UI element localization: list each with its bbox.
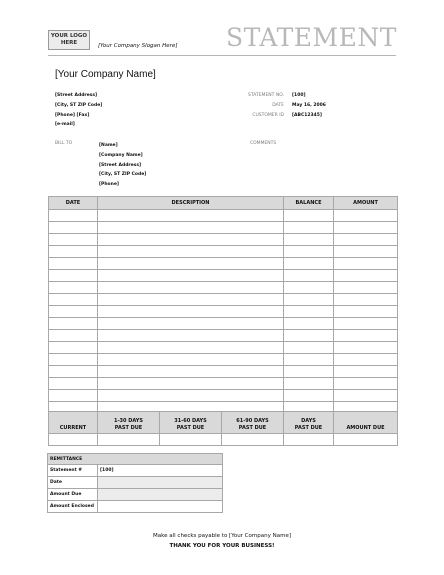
aging-61-90-value[interactable]: [222, 434, 284, 446]
description-cell[interactable]: [98, 354, 284, 366]
balance-cell[interactable]: [284, 378, 334, 390]
col-header-amount: AMOUNT: [334, 197, 398, 210]
amount-cell[interactable]: [334, 246, 398, 258]
table-row: [49, 294, 398, 306]
description-cell[interactable]: [98, 366, 284, 378]
date-cell[interactable]: [49, 258, 98, 270]
company-logo-placeholder: [48, 30, 90, 50]
balance-cell[interactable]: [284, 318, 334, 330]
statement-table-body: [49, 210, 398, 414]
remittance-amount-enclosed-value[interactable]: [98, 501, 223, 513]
description-cell[interactable]: [98, 318, 284, 330]
amount-cell[interactable]: [334, 354, 398, 366]
balance-cell[interactable]: [284, 270, 334, 282]
col-header-description: DESCRIPTION: [98, 197, 284, 210]
amount-cell[interactable]: [334, 210, 398, 222]
amount-cell[interactable]: [334, 282, 398, 294]
statement-no-value[interactable]: [100]: [292, 93, 306, 98]
balance-cell[interactable]: [284, 366, 334, 378]
table-row: [49, 282, 398, 294]
thank-you-note: THANK YOU FOR YOUR BUSINESS!: [169, 543, 275, 549]
aging-31-60-value[interactable]: [160, 434, 222, 446]
col-header-date: DATE: [49, 197, 98, 210]
comments-label: COMMENTS: [250, 141, 277, 146]
balance-cell[interactable]: [284, 342, 334, 354]
date-cell[interactable]: [49, 342, 98, 354]
statement-table: [48, 196, 398, 414]
company-address-block: [55, 91, 102, 130]
date-cell[interactable]: [49, 330, 98, 342]
date-cell[interactable]: [49, 318, 98, 330]
aging-amount-due-label: AMOUNT DUE: [334, 412, 398, 434]
table-row: [49, 330, 398, 342]
description-cell[interactable]: [98, 282, 284, 294]
amount-cell[interactable]: [334, 378, 398, 390]
company-name[interactable]: [Your Company Name]: [55, 69, 156, 80]
company-phone-fax[interactable]: [Phone] [Fax]: [55, 112, 90, 118]
date-cell[interactable]: [49, 366, 98, 378]
description-cell[interactable]: [98, 378, 284, 390]
table-row: [49, 390, 398, 402]
amount-cell[interactable]: [334, 306, 398, 318]
date-cell[interactable]: [49, 390, 98, 402]
remittance-date-value[interactable]: [98, 477, 223, 489]
table-row: [49, 210, 398, 222]
remittance-statement-label: Statement #: [48, 465, 98, 477]
balance-cell[interactable]: [284, 234, 334, 246]
remittance-row: [48, 465, 223, 477]
amount-cell[interactable]: [334, 366, 398, 378]
amount-cell[interactable]: [334, 294, 398, 306]
balance-cell[interactable]: [284, 390, 334, 402]
statement-meta-labels: [228, 91, 284, 120]
amount-cell[interactable]: [334, 234, 398, 246]
date-cell[interactable]: [49, 378, 98, 390]
date-cell[interactable]: [49, 222, 98, 234]
amount-cell[interactable]: [334, 318, 398, 330]
balance-cell[interactable]: [284, 222, 334, 234]
remittance-table: [47, 453, 223, 513]
remittance-row: [48, 477, 223, 489]
date-cell[interactable]: [49, 246, 98, 258]
aging-1-30-value[interactable]: [98, 434, 160, 446]
balance-cell[interactable]: [284, 294, 334, 306]
statement-table-header: [49, 197, 398, 210]
remittance-date-label: Date: [48, 477, 98, 489]
aging-61-90-label: 61-90 DAYS PAST DUE: [222, 412, 284, 434]
date-label: DATE: [272, 102, 284, 108]
company-city[interactable]: [City, ST ZIP Code]: [55, 102, 103, 108]
date-cell[interactable]: [49, 282, 98, 294]
remittance-amount-due-value[interactable]: [98, 489, 223, 501]
amount-cell[interactable]: [334, 222, 398, 234]
company-street[interactable]: [Street Address]: [55, 93, 98, 98]
aging-amount-due-value[interactable]: [334, 434, 398, 446]
bill-to-city[interactable]: [City, ST ZIP Code]: [99, 172, 147, 178]
amount-cell[interactable]: [334, 390, 398, 402]
description-cell[interactable]: [98, 294, 284, 306]
logo-text-line1: YOUR LOGO: [50, 33, 88, 39]
aging-90-label: DAYS PAST DUE: [284, 412, 334, 434]
description-cell[interactable]: [98, 342, 284, 354]
date-cell[interactable]: [49, 294, 98, 306]
aging-header-row: [49, 412, 398, 434]
description-cell[interactable]: [98, 330, 284, 342]
description-cell[interactable]: [98, 258, 284, 270]
remittance-header-row: [48, 454, 223, 465]
description-cell[interactable]: [98, 222, 284, 234]
table-row: [49, 222, 398, 234]
aging-31-60-label: 31-60 DAYS PAST DUE: [160, 412, 222, 434]
description-cell[interactable]: [98, 234, 284, 246]
bill-to-phone[interactable]: [Phone]: [99, 182, 119, 188]
table-row: [49, 378, 398, 390]
company-slogan[interactable]: [Your Company Slogan Here]: [98, 43, 178, 49]
aging-1-30-label: 1-30 DAYS PAST DUE: [98, 412, 160, 434]
table-row: [49, 306, 398, 318]
balance-cell[interactable]: [284, 306, 334, 318]
bill-to-label: BILL TO: [55, 141, 73, 146]
bill-to-company[interactable]: [Company Name]: [99, 152, 143, 158]
table-row: [49, 366, 398, 378]
table-row: [49, 354, 398, 366]
description-cell[interactable]: [98, 306, 284, 318]
table-row: [49, 342, 398, 354]
date-cell[interactable]: [49, 306, 98, 318]
balance-cell[interactable]: [284, 282, 334, 294]
aging-current-value[interactable]: [49, 434, 98, 446]
amount-cell[interactable]: [334, 270, 398, 282]
date-cell[interactable]: [49, 354, 98, 366]
description-cell[interactable]: [98, 270, 284, 282]
balance-cell[interactable]: [284, 210, 334, 222]
col-header-balance: BALANCE: [284, 197, 334, 210]
balance-cell[interactable]: [284, 258, 334, 270]
aging-table: [48, 411, 398, 446]
remittance-row: [48, 501, 223, 513]
description-cell[interactable]: [98, 246, 284, 258]
statement-no-label: STATEMENT NO.: [247, 93, 284, 98]
amount-cell[interactable]: [334, 342, 398, 354]
header-divider: [48, 55, 396, 56]
logo-text-line2: HERE: [60, 40, 78, 46]
remittance-statement-value[interactable]: [100]: [98, 465, 223, 477]
customer-id-value[interactable]: [ABC12345]: [292, 112, 322, 118]
balance-cell[interactable]: [284, 246, 334, 258]
remittance-amount-due-label: Amount Due: [48, 489, 98, 501]
table-row: [49, 318, 398, 330]
remittance-row: [48, 489, 223, 501]
amount-cell[interactable]: [334, 258, 398, 270]
description-cell[interactable]: [98, 390, 284, 402]
remittance-title: REMITTANCE: [48, 454, 223, 465]
table-row: [49, 270, 398, 282]
bill-to-street[interactable]: [Street Address]: [99, 162, 142, 168]
aging-current-label: CURRENT: [49, 412, 98, 434]
company-email[interactable]: [e-mail]: [55, 122, 75, 128]
bill-to-name[interactable]: [Name]: [99, 143, 118, 148]
bill-to-block: [99, 141, 146, 190]
customer-id-label: CUSTOMER ID: [252, 112, 284, 118]
date-cell[interactable]: [49, 270, 98, 282]
table-row: [49, 258, 398, 270]
table-row: [49, 246, 398, 258]
aging-90-value[interactable]: [284, 434, 334, 446]
date-cell[interactable]: [49, 210, 98, 222]
amount-cell[interactable]: [334, 330, 398, 342]
statement-meta-values: [292, 91, 326, 120]
balance-cell[interactable]: [284, 354, 334, 366]
description-cell[interactable]: [98, 210, 284, 222]
remittance-amount-enclosed-label: Amount Enclosed: [48, 501, 98, 513]
aging-values-row: [49, 434, 398, 446]
payable-note[interactable]: Make all checks payable to [Your Company Name]: [153, 533, 291, 539]
date-value[interactable]: May 16, 2006: [292, 102, 326, 108]
table-row: [49, 234, 398, 246]
balance-cell[interactable]: [284, 330, 334, 342]
date-cell[interactable]: [49, 234, 98, 246]
document-title: STATEMENT: [226, 23, 397, 52]
